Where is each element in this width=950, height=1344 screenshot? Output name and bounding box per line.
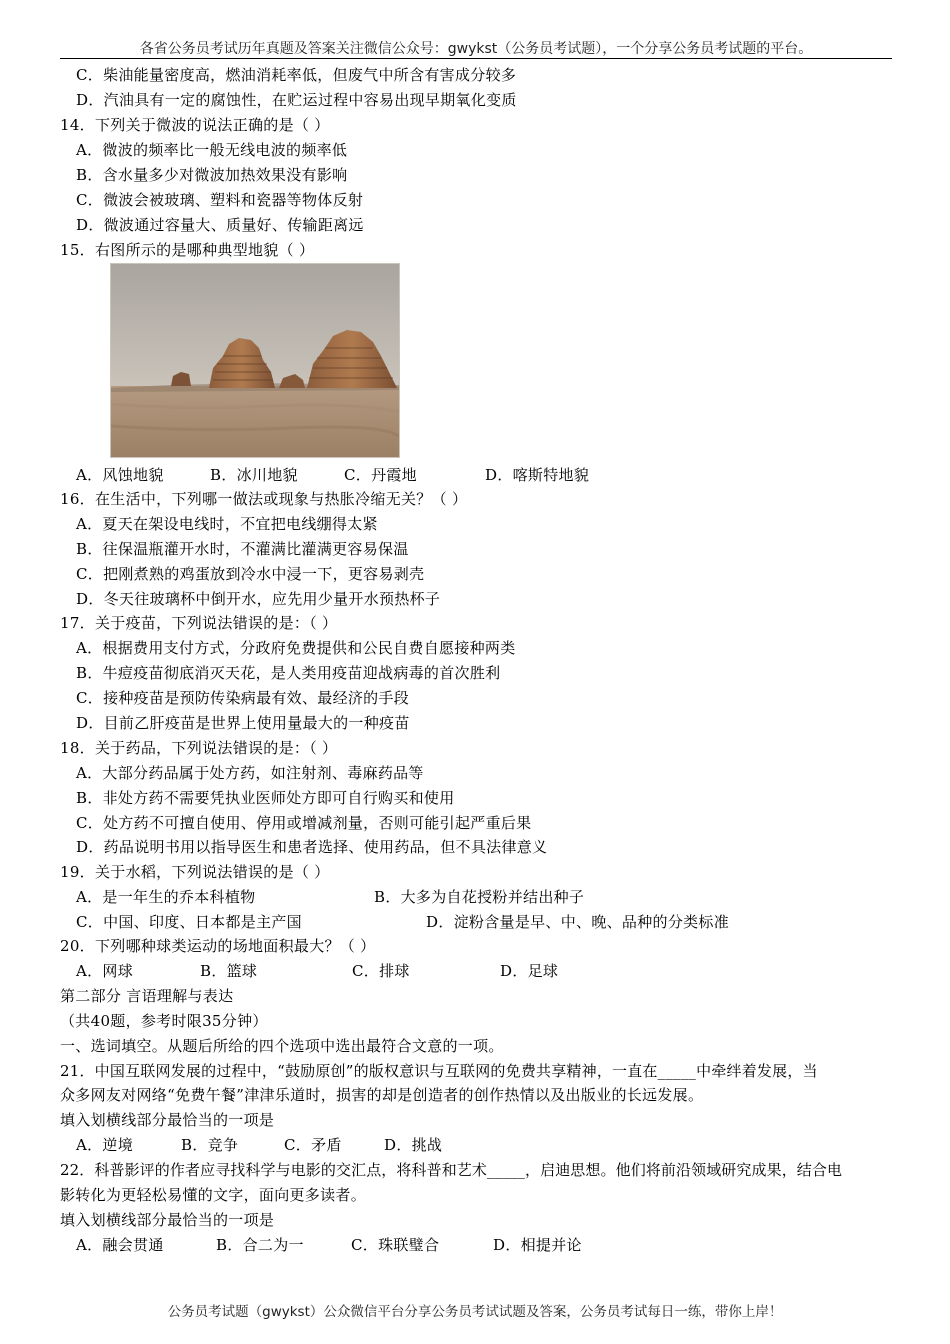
q17-option-a: A．根据费用支付方式，分政府免费提供和公民自费自愿接种两类 <box>76 639 516 657</box>
header-rule <box>60 58 892 59</box>
section-one-instructions: 一、选词填空。从题后所给的四个选项中选出最符合文意的一项。 <box>60 1037 504 1055</box>
q22-options <box>76 1235 582 1255</box>
page-header: 各省公务员考试历年真题及答案关注微信公众号：gwykst（公务员考试题），一个分享公务员考试题的平台。 <box>139 41 813 57</box>
q20-option-b: B．篮球 <box>200 962 258 980</box>
q14-option-a: A．微波的频率比一般无线电波的频率低 <box>76 141 348 159</box>
q19-option-d: D．淀粉含量是早、中、晚、品种的分类标准 <box>426 913 730 931</box>
q16-option-d: D．冬天往玻璃杯中倒开水，应先用少量开水预热杯子 <box>76 590 441 608</box>
q15-option-b: B．冰川地貌 <box>210 466 298 484</box>
q21-options <box>76 1135 442 1155</box>
q16-stem: 16．在生活中，下列哪一做法或现象与热胀冷缩无关？（ ） <box>60 490 468 508</box>
q15-option-d: D．喀斯特地貌 <box>485 466 590 484</box>
q13-option-d: D．汽油具有一定的腐蚀性，在贮运过程中容易出现早期氧化变质 <box>76 91 517 109</box>
q20-option-c: C．排球 <box>352 962 410 980</box>
part-two-title: 第二部分 言语理解与表达 <box>60 987 234 1005</box>
q17-option-c: C．接种疫苗是预防传染病最有效、最经济的手段 <box>76 689 410 707</box>
q14-stem: 14．下列关于微波的说法正确的是（ ） <box>60 116 330 134</box>
q15-option-c: C．丹霞地 <box>344 466 417 484</box>
q21-option-b: B．竞争 <box>181 1136 239 1154</box>
q19-option-c: C．中国、印度、日本都是主产国 <box>76 913 302 931</box>
q17-stem: 17．关于疫苗，下列说法错误的是：（ ） <box>60 614 338 632</box>
q21-option-c: C．矛盾 <box>284 1136 342 1154</box>
q21-stem-line2: 众多网友对网络“免费午餐”津津乐道时，损害的却是创造者的创作热情以及出版业的长远发展。 <box>60 1086 704 1104</box>
q21-option-d: D．挑战 <box>384 1136 443 1154</box>
q21-stem-line1: 21．中国互联网发展的过程中，“鼓励原创”的版权意识与互联网的免费共享精神，一直在_____中牵绊着发展，当 <box>60 1062 818 1080</box>
q18-option-d: D．药品说明书用以指导医生和患者选择、使用药品，但不具法律意义 <box>76 838 548 856</box>
q22-stem-line2: 影转化为更轻松易懂的文字，面向更多读者。 <box>60 1186 367 1204</box>
q14-option-d: D．微波通过容量大、质量好、传输距离远 <box>76 216 364 234</box>
q19-options-row1 <box>76 887 584 907</box>
landform-photo <box>110 263 400 458</box>
q17-option-d: D．目前乙肝疫苗是世界上使用量最大的一种疫苗 <box>76 714 410 732</box>
q13-option-c: C．柴油能量密度高，燃油消耗率低，但废气中所含有害成分较多 <box>76 66 517 84</box>
q16-option-c: C．把刚煮熟的鸡蛋放到冷水中浸一下，更容易剥壳 <box>76 565 425 583</box>
q22-option-b: B．合二为一 <box>216 1236 304 1254</box>
q20-option-d: D．足球 <box>500 962 559 980</box>
q21-option-a: A．逆境 <box>76 1136 134 1154</box>
q22-option-c: C．珠联璧合 <box>351 1236 440 1254</box>
q19-options-row2 <box>76 912 729 932</box>
q21-prompt: 填入划横线部分最恰当的一项是 <box>60 1111 275 1129</box>
q22-option-a: A．融会贯通 <box>76 1236 164 1254</box>
q20-option-a: A．网球 <box>76 962 134 980</box>
q22-prompt: 填入划横线部分最恰当的一项是 <box>60 1211 275 1229</box>
q14-option-b: B．含水量多少对微波加热效果没有影响 <box>76 166 348 184</box>
q15-options <box>76 465 589 485</box>
page-footer: 公务员考试题（gwykst）公众微信平台分享公务员考试试题及答案，公务员考试每日一练，带你上岸！ <box>167 1304 783 1320</box>
q16-option-b: B．往保温瓶灌开水时，不灌满比灌满更容易保温 <box>76 540 409 558</box>
q22-option-d: D．相提并论 <box>493 1236 582 1254</box>
q19-option-a: A．是一年生的乔本科植物 <box>76 888 256 906</box>
q14-option-c: C．微波会被玻璃、塑料和瓷器等物体反射 <box>76 191 364 209</box>
q18-option-a: A．大部分药品属于处方药，如注射剂、毒麻药品等 <box>76 764 424 782</box>
q18-option-c: C．处方药不可擅自使用、停用或增减剂量，否则可能引起严重后果 <box>76 814 532 832</box>
q15-stem: 15．右图所示的是哪种典型地貌（ ） <box>60 241 315 259</box>
part-two-subtitle: （共40题，参考时限35分钟） <box>60 1012 268 1030</box>
q15-option-a: A．风蚀地貌 <box>76 466 164 484</box>
q20-stem: 20．下列哪种球类运动的场地面积最大？（ ） <box>60 937 376 955</box>
q18-option-b: B．非处方药不需要凭执业医师处方即可自行购买和使用 <box>76 789 455 807</box>
q16-option-a: A．夏天在架设电线时，不宜把电线绷得太紧 <box>76 515 378 533</box>
q19-stem: 19．关于水稻，下列说法错误的是（ ） <box>60 863 330 881</box>
q17-option-b: B．牛痘疫苗彻底消灭天花，是人类用疫苗迎战病毒的首次胜利 <box>76 664 501 682</box>
q20-options <box>76 961 558 981</box>
q18-stem: 18．关于药品，下列说法错误的是：（ ） <box>60 739 338 757</box>
q22-stem-line1: 22．科普影评的作者应寻找科学与电影的交汇点，将科普和艺术_____，启迪思想。他们将前沿领域研究成果，结合电 <box>60 1161 843 1179</box>
q19-option-b: B．大多为自花授粉并结出种子 <box>374 888 585 906</box>
